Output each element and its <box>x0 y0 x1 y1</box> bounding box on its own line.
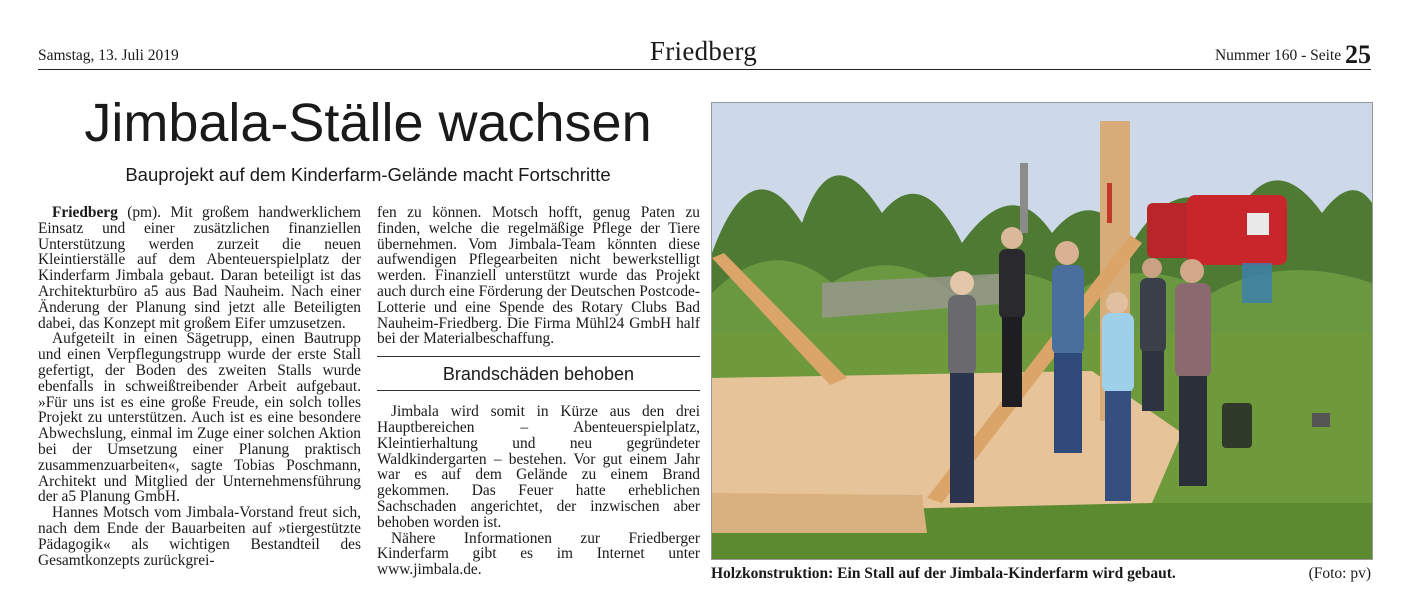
header-rule <box>38 69 1371 70</box>
photo-caption: Holzkonstruktion: Ein Stall auf der Jimbala-Kinderfarm wird gebaut. <box>711 565 1176 582</box>
paragraph-3-continued: fen zu können. Motsch hofft, genug Paten zu finden, welche die regelmäßige Pflege der Tiere übernehmen. Vom Jimbala-Team könnten diese aufwendigen Pflegearbeiten nicht bewerkstelligt werden. Finanziell unterstützt wurde das Projekt auch durch eine Förderung der Deutschen Postcode-Lotterie und eine Spende des Rotary Clubs Bad Nauheim-Friedberg. Die Firma Mühl24 GmbH half bei der Materialbeschaffung. <box>377 204 700 348</box>
paragraph-3: Hannes Motsch vom Jimbala-Vorstand freut sich, nach dem Ende der Bauarbeiten auf »tiergestützte Pädagogik« als wichtigen Bestandteil des Gesamtkonzepts zurückgrei- <box>38 504 361 569</box>
article-column-2 <box>377 205 700 578</box>
paragraph-4: Jimbala wird somit in Kürze aus den drei Hauptbereichen – Abenteuerspielplatz, Kleintierhaltung und neu gegründeter Waldkindergarten – bestehen. Vor gut einem Jahr war es auf dem Gelände zu einem Brand gekommen. Das Feuer hatte erheblichen Sachschaden angerichtet, der inzwischen aber behoben worden ist. <box>377 403 700 531</box>
article-subheadline: Bauprojekt auf dem Kinderfarm-Gelände macht Fortschritte <box>125 164 611 185</box>
article-column-1 <box>38 205 361 568</box>
construction-scene-illustration <box>712 103 1372 559</box>
generator <box>1222 403 1252 448</box>
section-title: Friedberg <box>649 36 758 66</box>
paragraph-1: Friedberg (pm). Mit großem handwerklichem Einsatz und einer zusätzlichen finanziellen Unterstützung werden zurzeit die neuen Kleintierställe auf dem Abenteuerspielplatz der Kinderfarm Jimbala gebaut. Daran beteiligt ist das Architekturbüro a5 aus Bad Nauheim. Nach einer Änderung der Planung sind jetzt alle Beteiligten dabei, das Konzept mit großem Eifer umzusetzen. <box>38 204 361 332</box>
photo-credit: (Foto: pv) <box>1308 565 1371 582</box>
plank-stack <box>712 493 927 533</box>
page-number: 25 <box>1345 40 1371 69</box>
article-photo <box>711 102 1373 560</box>
article-headline: Jimbala-Ställe wachsen <box>84 93 652 153</box>
crosshead: Brandschäden behoben <box>377 356 700 391</box>
dateline: Friedberg <box>52 204 118 221</box>
issue-number: Nummer 160 - Seite <box>1214 47 1342 64</box>
church-tower <box>1020 163 1028 233</box>
paragraph-5: Nähere Informationen zur Friedberger Kinderfarm gibt es im Internet unter www.jimbala.de. <box>377 529 700 579</box>
paragraph-2: Aufgeteilt in einen Sägetrupp, einen Bautrupp und einen Verpflegungstrupp wurde der erste Stall gefertigt, der Boden des zweiten Stalls wurde ebenfalls in schweißtreibender Arbeit aufgebaut. »Für uns ist es eine große Freude, ein solch tolles Projekt zu unterstützen. Auch ist es eine besondere Abwechslung, einmal im Zuge einer solchen Aktion bei der Umsetzung einer Planung praktisch zusammenzuarbeiten«, sagte Tobias Poschmann, Architekt und Mitglied der Unternehmensführung der a5 Planung GmbH. <box>38 330 361 506</box>
issue-date: Samstag, 13. Juli 2019 <box>38 47 179 64</box>
issue-page-info <box>1215 40 1371 70</box>
